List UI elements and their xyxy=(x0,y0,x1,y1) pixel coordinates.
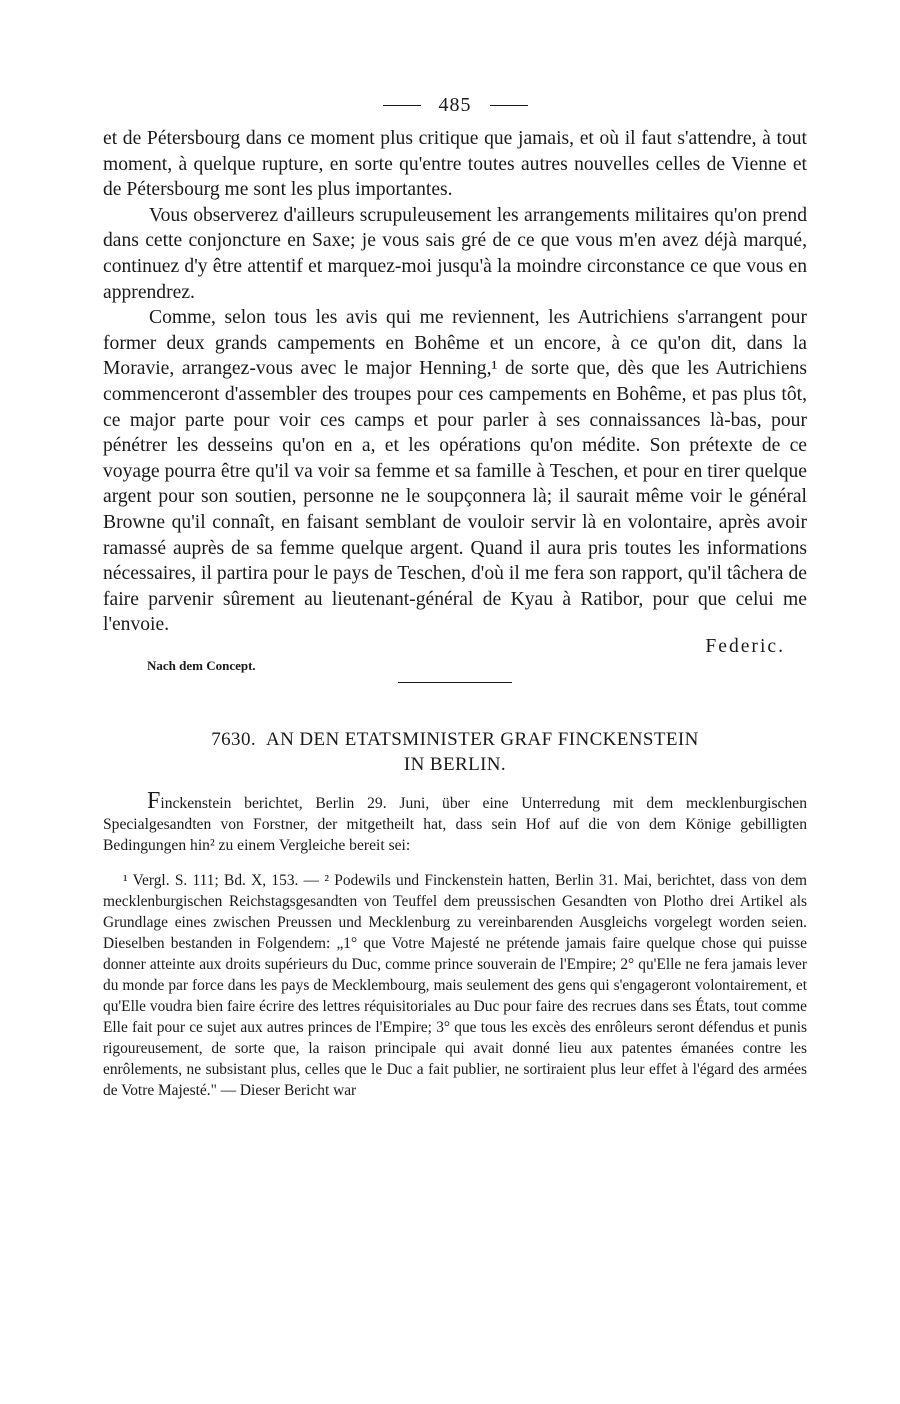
document-number: 7630. xyxy=(211,728,256,750)
signature: Federic. xyxy=(705,635,785,657)
letter-paragraph-3: Comme, selon tous les avis qui me reviennent, les Autrichiens s'arrangent pour former deux grands campements en Bohême et un encore, à ce qu'on dit, dans la Moravie, arrangez-vous avec le major Henning,¹ de sorte que, dès que les Autrichiens commenceront d'assembler des troupes pour ces campements en Bohême, et pas plus tôt, ce major parte pour voir ces camps et pour parler à ses connaissances là-bas, pour pénétrer les desseins qu'on en a, et les opérations qu'on médite. Son prétexte de ce voyage pourra être qu'il va voir sa femme et sa famille à Teschen, et pour en tirer quelque argent pour son soutien, personne ne le soupçonnera là; il saurait même voir le général Browne qu'il connaît, en faisant semblant de vouloir servir là en volontaire, après avoir ramassé auprès de sa femme quelque argent. Quand il aura pris toutes les informations nécessaires, il partira pour le pays de Teschen, d'où il me fera son rapport, qu'il tâchera de faire parvenir sûrement au lieutenant-général de Kyau à Ratibor, pour que celui me l'envoie. xyxy=(103,307,807,636)
header-dash-right xyxy=(490,105,528,106)
page-number: 485 xyxy=(438,93,472,116)
footnotes: ¹ Vergl. S. 111; Bd. X, 153. — ² Podewils und Finckenstein hatten, Berlin 31. Mai, berichtet, dass von dem mecklenburgischen Reichstagsgesandten von Teuffel dem preussischen Gesandten von Plotho drei Artikel als Grundlage eines zwischen Preussen und Mecklenburg zu vereinbarenden Ausgleichs vorgelegt worden seien. Dieselben bestanden in Folgendem: „1° que Votre Majesté ne prétende jamais faire quelque chose qui puisse donner atteinte aux droits supérieurs du Duc, comme prince souverain de l'Empire; 2° qu'Elle ne fera jamais lever du monde par force dans les pays de Mecklembourg, mais seulement des gens qui s'engageront volontairement, et qu'Elle voudra bien faire écrire des lettres réquisitoriales au Duc pour faire des recrues dans ses États, tout comme Elle fait pour ce sujet aux autres princes de l'Empire; 3° que tous les excès des enrôleurs seront défendus et punis rigoureusement, de sorte que, la raison principale qui avait donné lieu aux patentes émanées contre les enrôlements, ne subsistant plus, celles que le Duc a fait publier, ne sortiraient plus leur effet à l'égard des armées de Votre Majesté." — Dieser Bericht war xyxy=(103,871,807,1099)
heading-line-1: AN DEN ETATSMINISTER GRAF FINCKENSTEIN xyxy=(266,728,699,750)
letter-closing xyxy=(103,635,807,673)
document-summary xyxy=(103,787,807,856)
letter-paragraph-2: Vous observerez d'ailleurs scrupuleusement les arrangements militaires qu'on prend dans cette conjoncture en Saxe; je vous sais gré de ce que vous m'en avez déjà marqué, continuez d'y être attentif et marquez-moi jusqu'à la moindre circonstance ce que vous en apprendrez. xyxy=(103,204,807,303)
heading-line-2: IN BERLIN. xyxy=(403,753,507,775)
section-divider xyxy=(398,682,512,683)
document-heading xyxy=(103,727,807,777)
letter-paragraph-1: et de Pétersbourg dans ce moment plus critique que jamais, et où il faut s'attendre, à tout moment, à quelque rupture, en sorte qu'entre toutes autres nouvelles celles de Vienne et de Pétersbourg me sont les plus importantes. xyxy=(103,128,807,201)
book-page xyxy=(103,88,807,1101)
header-dash-left xyxy=(383,105,421,106)
running-header xyxy=(103,88,807,122)
summary-initial: F xyxy=(147,787,161,814)
summary-text: inckenstein berichtet, Berlin 29. Juni, über eine Unterredung mit dem mecklenburgischen Specialgesandten von Forstner, der mitgetheilt hat, dass sein Hof auf die von dem Könige gebilligten Bedingungen hin² zu einem Vergleiche bereit sei: xyxy=(103,794,807,854)
source-note: Nach dem Concept. xyxy=(147,657,256,673)
